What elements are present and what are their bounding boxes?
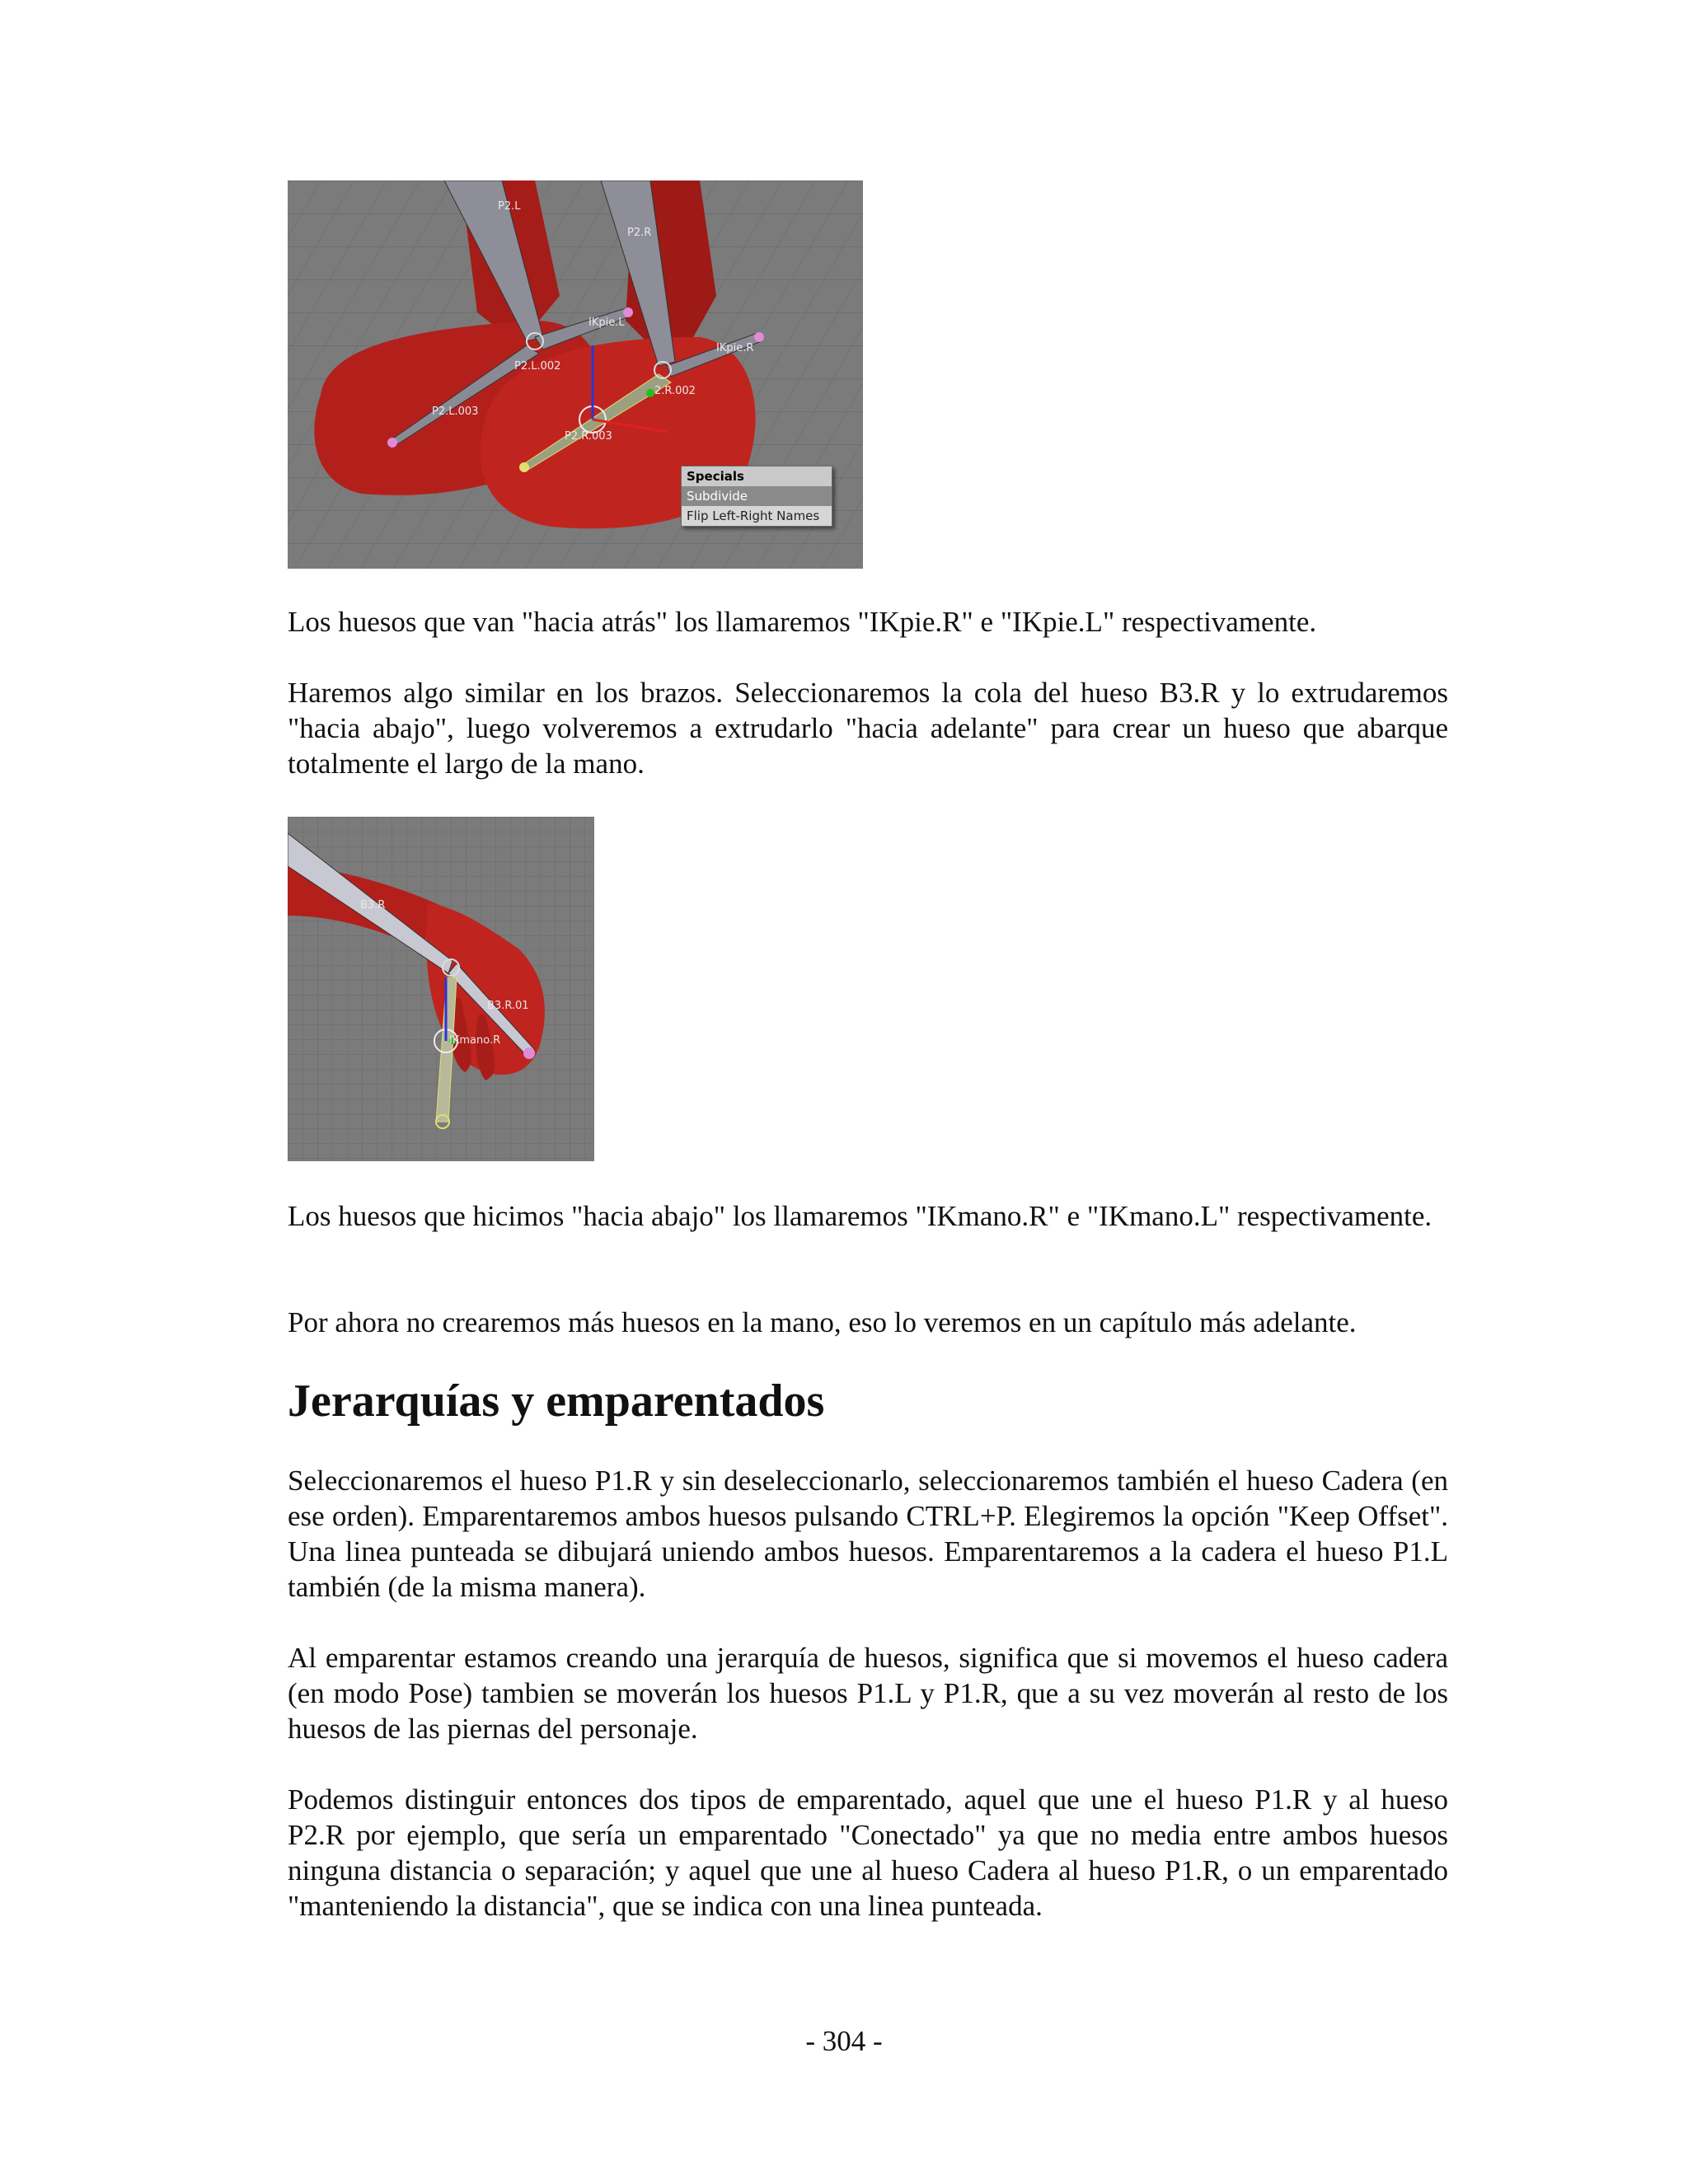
bone-label: P2.L.003 [432,405,479,418]
bone-label: B3.R.01 [487,1000,529,1012]
specials-menu-title: Specials [682,466,832,486]
paragraph-brazos-line1 [288,675,1448,781]
bone-label: P2.R [627,227,652,239]
paragraph-jerarquia: Al emparentar estamos creando una jerarquía de huesos, significa que si movemos el hueso cadera (en modo Pose) tambien se moverán los huesos P1.L y P1.R, que a su vez moverán al resto de los huesos de las piernas del personaje. [288,1642,1448,1745]
paragraph-brazos: Haremos algo similar en los brazos. Seleccionaremos la cola del hueso B3.R y lo extrudaremos "hacia abajo", luego volveremos a extrudarlo "hacia adelante" para crear un hueso que abarque totalmente el largo de la mano. [288,677,1448,780]
paragraph-ikmano: Los huesos que hicimos "hacia abajo" los llamaremos "IKmano.R" e "IKmano.L" respectivamente. [288,1200,1432,1232]
bone-label: P2.L [498,200,521,213]
paragraph-seleccion: Seleccionaremos el hueso P1.R y sin deseleccionarlo, seleccionaremos también el hueso Cadera (en ese orden). Emparentaremos ambos huesos pulsando CTRL+P. Elegiremos la opción "Keep Offset". Una linea punteada se dibujará uniendo ambos huesos. Emparentaremos a la cadera el hueso P1.L también (de la misma manera). [288,1465,1448,1603]
paragraph-tipos: Podemos distinguir entonces dos tipos de emparentado, aquel que une el hueso P1.R y al hueso P2.R por ejemplo, que sería un emparentado "Conectado" ya que no media entre ambos huesos ninguna distancia o separación; y aquel que une al hueso Cadera al hueso P1.R, o un emparentado "manteniendo la distancia", que se indica con una linea punteada. [288,1783,1448,1922]
bone-label: IKmano.R [449,1034,501,1047]
bone-label: IKpie.R [716,342,754,354]
flip-names-menu-item[interactable]: Flip Left-Right Names [687,509,820,523]
specials-menu [681,466,832,527]
hand-bones-figure [288,817,594,1161]
bone-label: P2.R.003 [565,430,612,443]
paragraph-mano: Por ahora no crearemos más huesos en la mano, eso lo veremos en un capítulo más adelante. [288,1306,1357,1338]
hand-viewport-illustration [288,817,594,1161]
section-heading: Jerarquías y emparentados [288,1376,825,1427]
bone-label: B3.R [360,899,386,912]
paragraph-ikpie: Los huesos que van "hacia atrás" los llamaremos "IKpie.R" e "IKpie.L" respectivamente. [288,606,1317,638]
bone-label: 2.R.002 [654,385,696,397]
feet-bones-figure [288,180,863,569]
page-number: - 304 - [805,2025,883,2057]
bone-label: IKpie.L [588,316,625,329]
subdivide-menu-item[interactable]: Subdivide [682,486,832,506]
bone-label: P2.L.002 [514,360,561,373]
